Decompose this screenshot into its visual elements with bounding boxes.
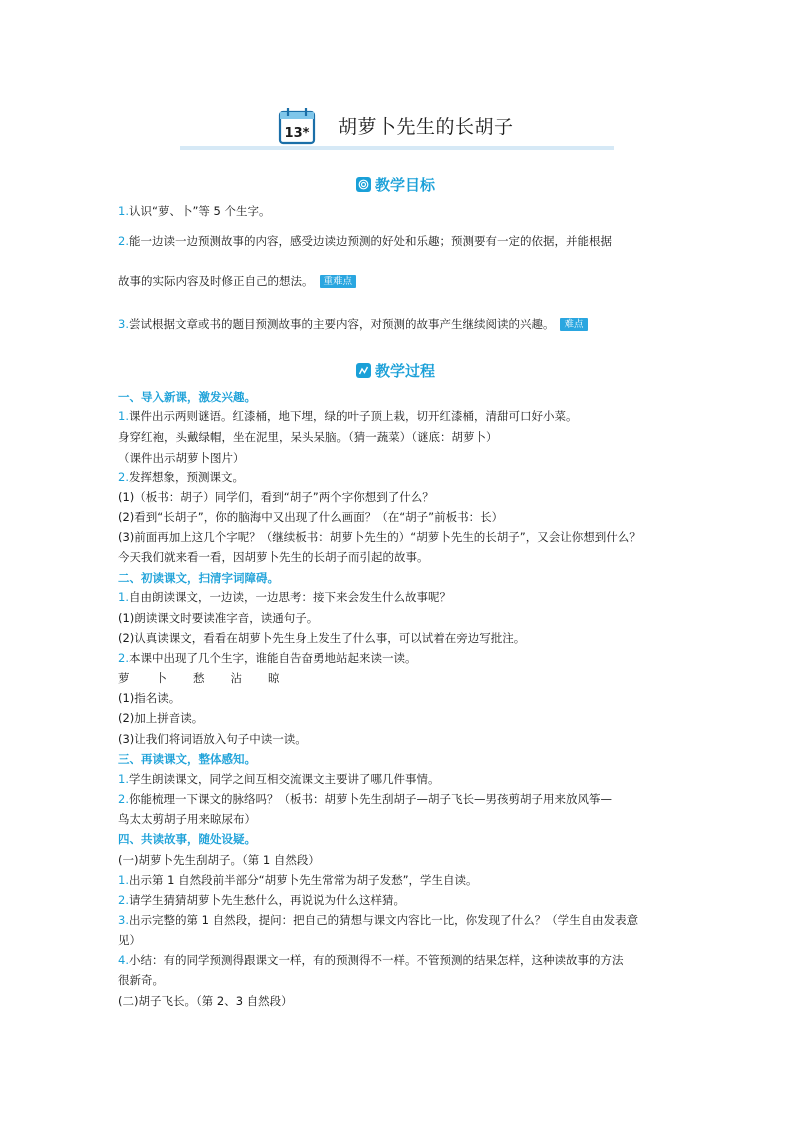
calendar-icon (278, 106, 318, 146)
text-line: 见） (118, 933, 141, 947)
goal-item: 2.能一边读一边预测故事的内容，感受边读边预测的好处和乐趣；预测要有一定的依据，并能根据 (118, 234, 612, 248)
text-line: 2.发挥想象，预测课文。 (118, 470, 244, 484)
page-title: 胡萝卜先生的长胡子 (338, 116, 514, 138)
new-characters: 萝 卜 愁 沾 晾 (118, 671, 280, 685)
text-line: 2.你能梳理一下课文的脉络吗？（板书：胡萝卜先生刮胡子—胡子飞长—男孩剪胡子用来放风筝— (118, 792, 612, 806)
text-line: (3)前面再加上这几个字呢？（继续板书：胡萝卜先生的）“胡萝卜先生的长胡子”，又会让你想到什么？ (118, 530, 641, 544)
title-underline (180, 146, 614, 150)
text-line: (1)指名读。 (118, 691, 181, 705)
section-title: 二、初读课文，扫清字词障碍。 (118, 571, 279, 585)
text-line: 今天我们就来看一看，因胡萝卜先生的长胡子而引起的故事。 (118, 550, 429, 564)
process-heading-label: 教学过程 (375, 361, 436, 380)
section-title: 三、再读课文，整体感知。 (118, 752, 256, 766)
text-line: (3)让我们将词语放入句子中读一读。 (118, 732, 307, 746)
text-line: (1)（板书：胡子）同学们，看到“胡子”两个字你想到了什么？ (118, 490, 434, 504)
text-line: (2)看到“长胡子”，你的脑海中又出现了什么画面？（在“胡子”前板书：长） (118, 510, 504, 524)
text-line: (2)加上拼音读。 (118, 711, 204, 725)
process-heading (356, 359, 435, 381)
text-line: 1.学生朗读课文，同学之间互相交流课文主要讲了哪几件事情。 (118, 772, 440, 786)
target-icon (356, 177, 371, 192)
text-line: 3.出示完整的第 1 自然段，提问：把自己的猜想与课文内容比一比，你发现了什么？（学生自由发表意 (118, 913, 639, 927)
section-title: 一、导入新课，激发兴趣。 (118, 390, 256, 404)
lesson-title-block (180, 100, 614, 152)
text-line: 4.小结：有的同学预测得跟课文一样，有的预测得不一样。不管预测的结果怎样，这种读故事的方法 (118, 953, 624, 967)
text-line: 1.自由朗读课文，一边读，一边思考：接下来会发生什么故事呢？ (118, 590, 451, 604)
text-line: 鸟太太剪胡子用来晾尿布） (118, 812, 256, 826)
goals-heading (356, 173, 435, 195)
text-line: (2)认真读课文，看看在胡萝卜先生身上发生了什么事，可以试着在旁边写批注。 (118, 631, 526, 645)
key-difficulty-badge: 重难点 (320, 275, 357, 288)
goal-item: 1.认识“萝、卜”等 5 个生字。 (118, 204, 271, 218)
text-line: (1)朗读课文时要读准字音，读通句子。 (118, 611, 319, 625)
text-line: （课件出示胡萝卜图片） (118, 451, 245, 465)
goal-item: 3.尝试根据文章或书的题目预测故事的主要内容，对预测的故事产生继续阅读的兴趣。 难点 (118, 316, 588, 332)
goal-item: 故事的实际内容及时修正自己的想法。 重难点 (118, 273, 356, 289)
text-line: 1.出示第 1 自然段前半部分“胡萝卜先生常常为胡子发愁”，学生自读。 (118, 873, 478, 887)
text-line: 很新奇。 (118, 973, 164, 987)
text-line: 身穿红袍，头戴绿帽，坐在泥里，呆头呆脑。（猜一蔬菜）（谜底：胡萝卜） (118, 430, 498, 444)
difficulty-badge: 难点 (560, 318, 587, 331)
goals-heading-label: 教学目标 (375, 175, 436, 194)
section-title: 四、共读故事，随处设疑。 (118, 832, 256, 846)
lesson-number: 13* (284, 126, 310, 141)
text-line: 2.请学生猜猜胡萝卜先生愁什么，再说说为什么这样猜。 (118, 893, 405, 907)
text-line: (一)胡萝卜先生刮胡子。（第 1 自然段） (118, 853, 320, 867)
text-line: 1.课件出示两则谜语。红漆桶，地下埋，绿的叶子顶上栽，切开红漆桶，清甜可口好小菜。 (118, 409, 578, 423)
text-line: 2.本课中出现了几个生字，谁能自告奋勇地站起来读一读。 (118, 651, 417, 665)
text-line: (二)胡子飞长。（第 2、3 自然段） (118, 994, 293, 1008)
process-icon (356, 363, 371, 378)
